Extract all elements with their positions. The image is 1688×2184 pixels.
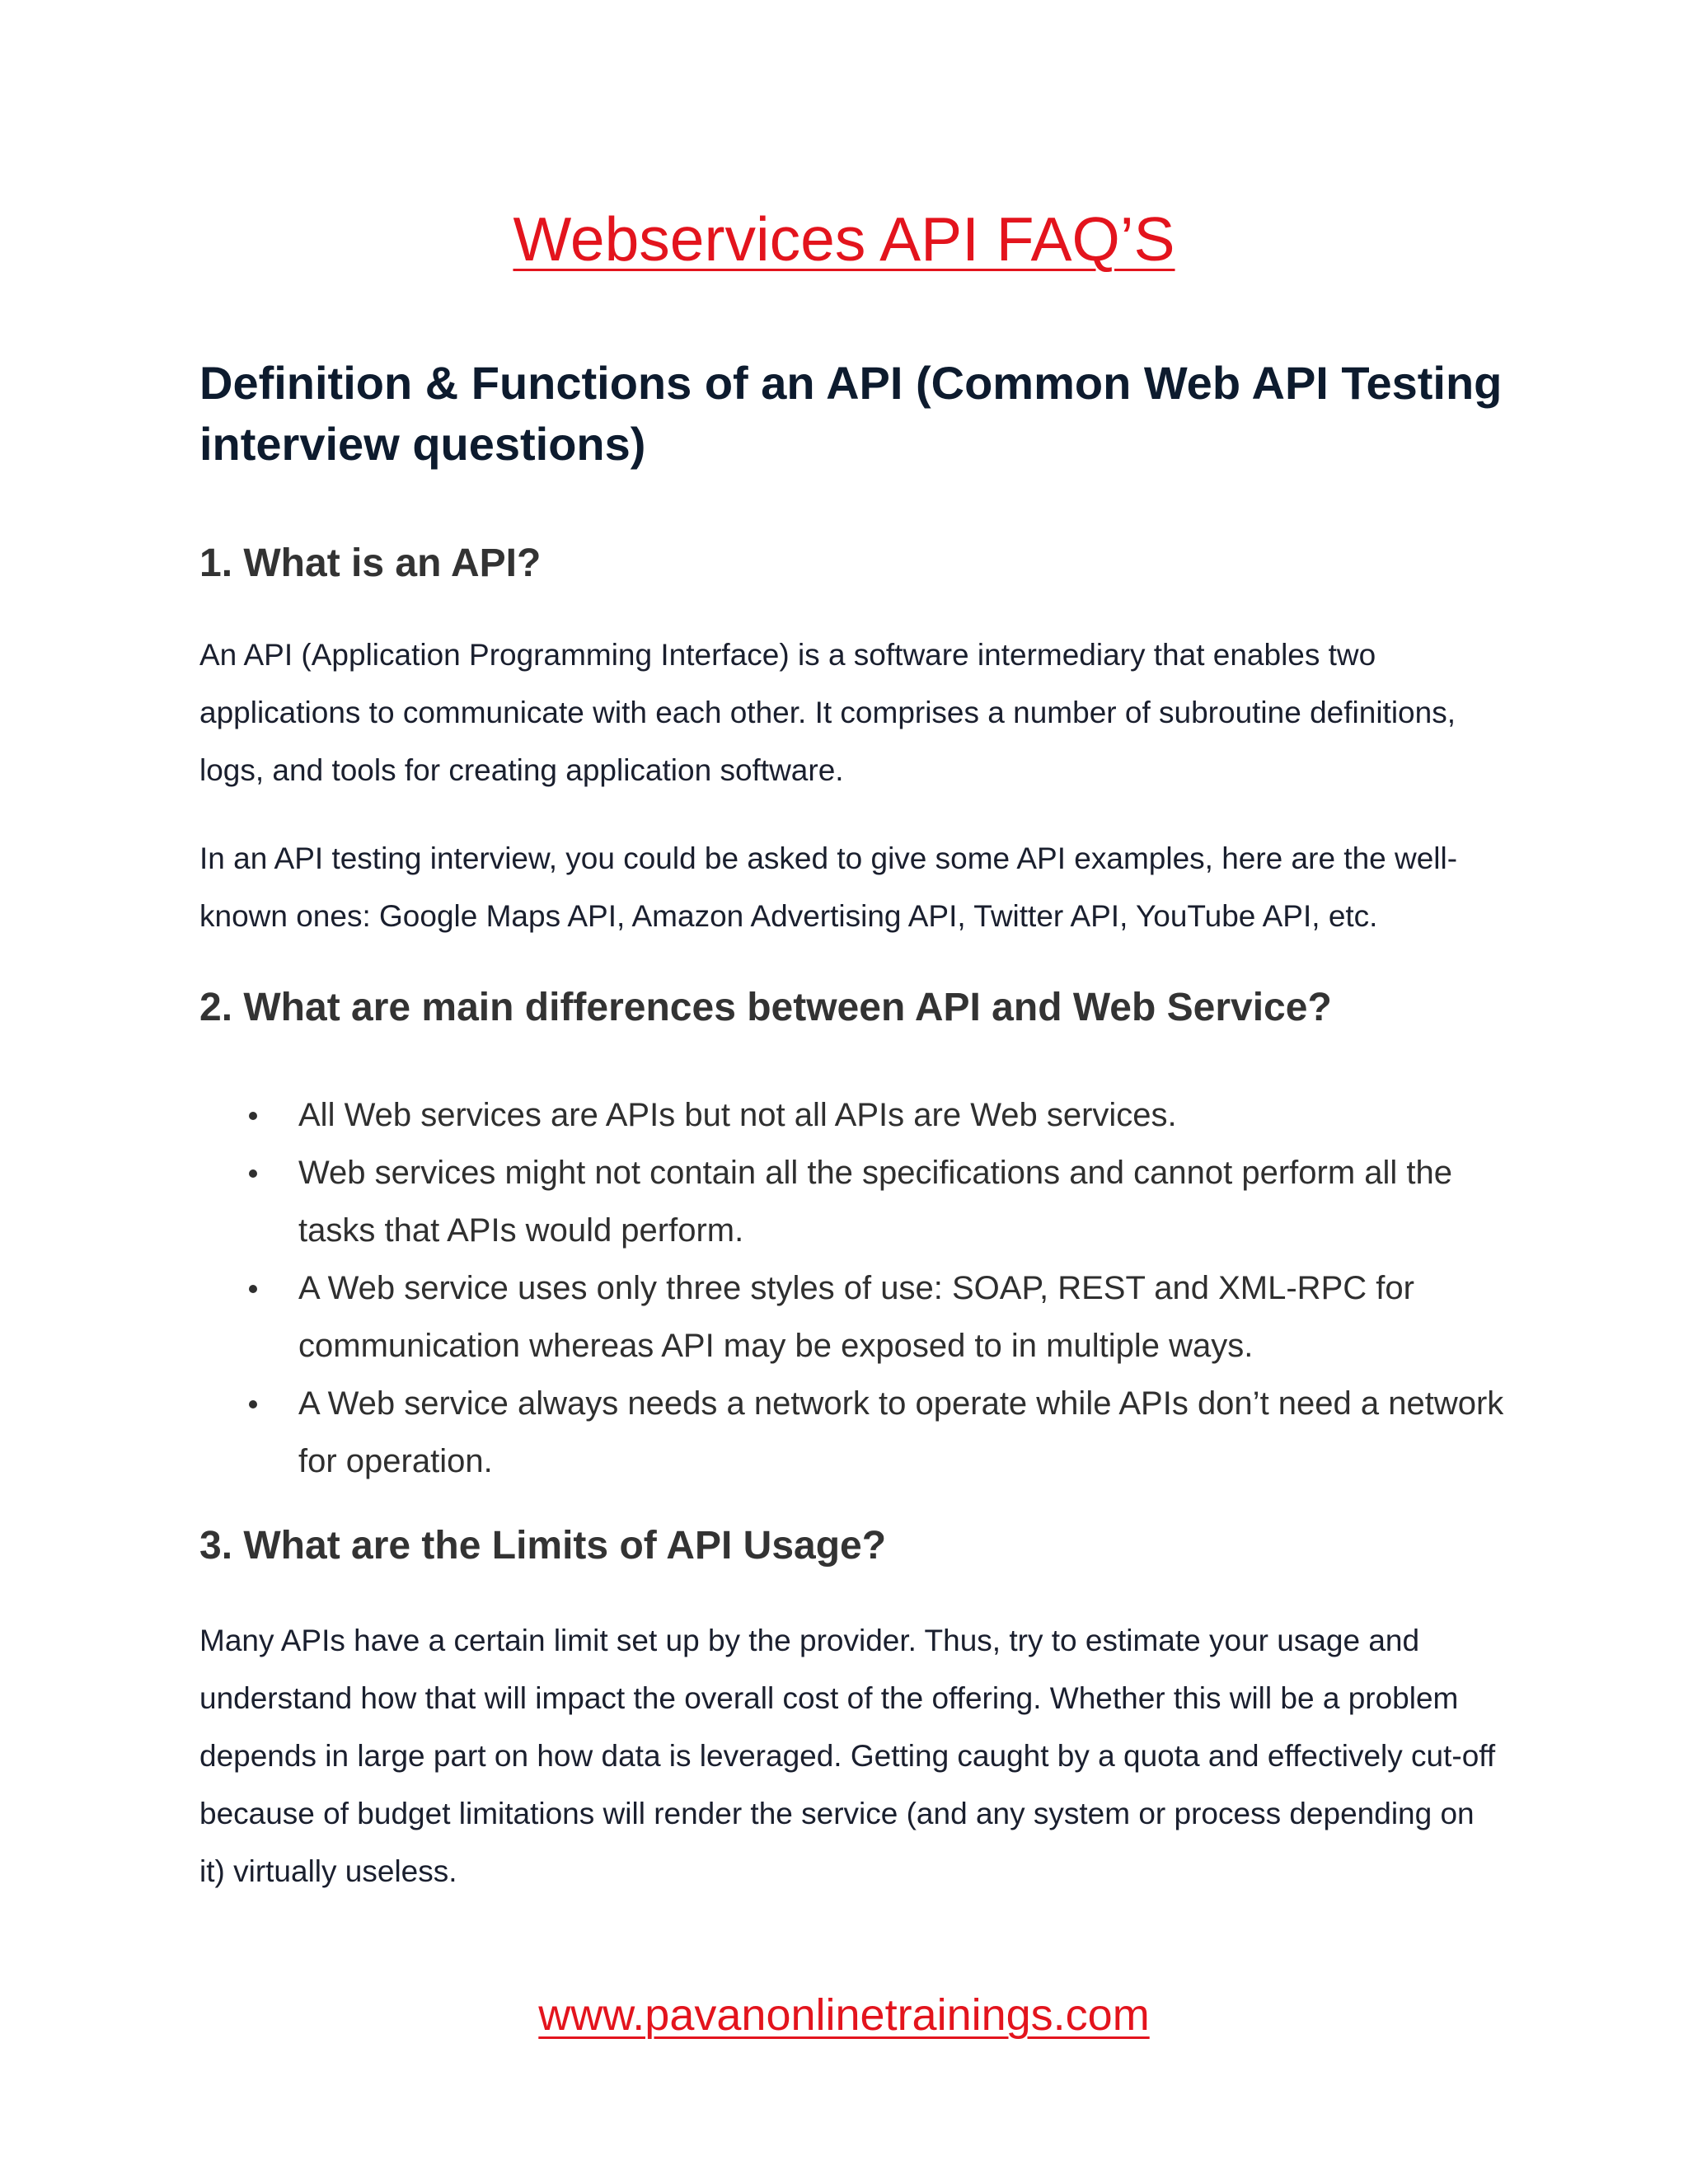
answer-paragraph-3: Many APIs have a certain limit set up by the provider. Thus, try to estimate your usage and understand how that will impact the overall cost of the offering. Whether this will be a problem depends in large part on how data is leveraged. Getting caught by a quota and effectively cut-off because of budget limitations will render the service (and any system or process depending on it) virtually useless. — [199, 1624, 1496, 1888]
list-item — [199, 1144, 1518, 1259]
bullet-icon — [249, 1169, 257, 1178]
bullet-icon — [249, 1112, 257, 1120]
question-heading-3: 3. What are the Limits of API Usage? — [199, 1524, 887, 1568]
bullet-icon — [249, 1400, 257, 1408]
answer-paragraph-1b: In an API testing interview, you could be asked to give some API examples, here are the well-known ones: Google Maps API, Amazon Advertising API, Twitter API, YouTube API, etc. — [199, 841, 1458, 933]
bullet-icon — [249, 1285, 257, 1293]
list-item — [199, 1259, 1518, 1375]
list-item — [199, 1375, 1518, 1490]
list-item-text: A Web service always needs a network to operate while APIs don’t need a network for operation. — [298, 1385, 1504, 1479]
list-item-text: A Web service uses only three styles of use: SOAP, REST and XML-RPC for communication whereas API may be exposed to in multiple ways. — [298, 1270, 1414, 1364]
list-item-text: Web services might not contain all the specifications and cannot perform all the tasks that APIs would perform. — [298, 1155, 1452, 1249]
answer-paragraph-1a: An API (Application Programming Interface) is a software intermediary that enables two applications to communicate with each other. It comprises a number of subroutine definitions, logs, and tools for creating application software. — [199, 638, 1456, 787]
list-item — [199, 1086, 1518, 1144]
document-title: Webservices API FAQ’S — [513, 204, 1175, 274]
website-link[interactable]: www.pavanonlinetrainings.com — [538, 1990, 1150, 2040]
list-item-text: All Web services are APIs but not all APIs are Web services. — [298, 1097, 1177, 1133]
differences-list — [199, 1086, 1518, 1490]
section-title: Definition & Functions of an API (Common Web API Testing interview questions) — [199, 357, 1503, 470]
question-heading-1: 1. What is an API? — [199, 541, 542, 585]
question-heading-2: 2. What are main differences between API and Web Service? — [199, 986, 1332, 1029]
